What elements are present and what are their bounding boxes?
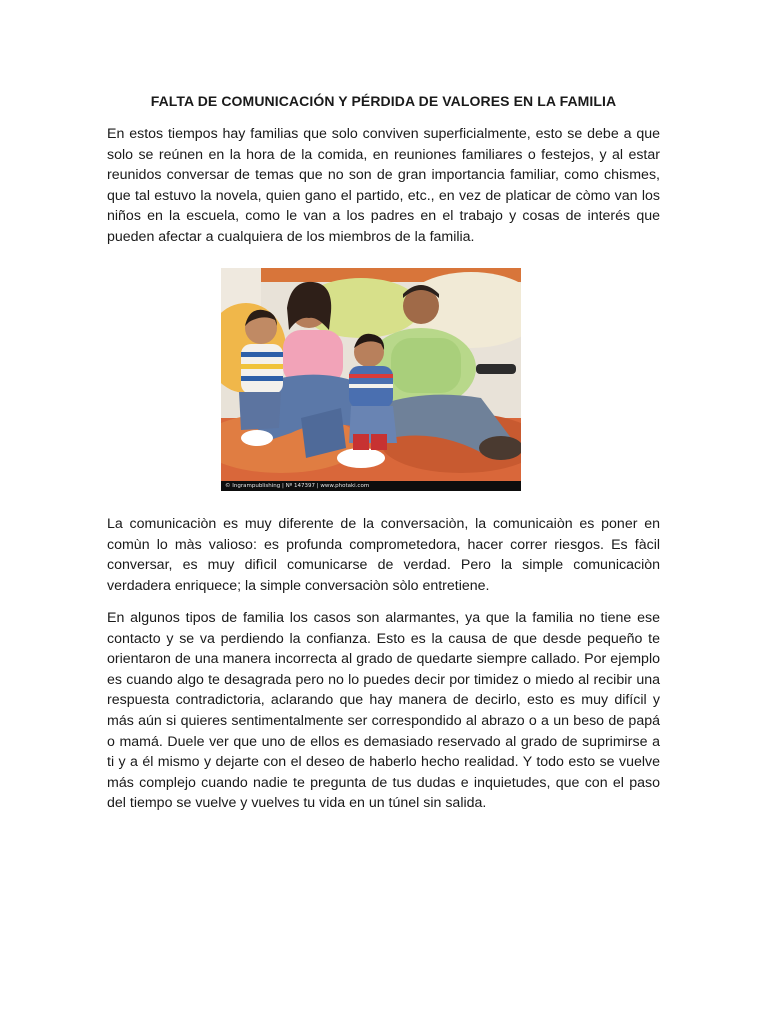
- paragraph-family-cases: En algunos tipos de familia los casos son alarmantes, ya que la familia no tiene ese contacto y se va perdiendo la confianza. Esto es la causa de que desde pequeño te orientaron de una manera incorrecta al grado de quedarte siempre callado. Por ejemplo es cuando algo te desagrada pero no lo puedes decir por timidez o miedo al recibir una respuesta contradictoria, aclarando que hay manera de decirlo, esto es muy difícil y más aún si quieres sentimentalmente ser correspondido al abrazo o a un beso de papá o mamá. Duele ver que uno de ellos es demasiado reservado al grado de suprimirse a ti y a él mismo y dejarte con el deseo de haberlo hecho realidad. Y todo esto se vuelve más complejo cuando nadie te pregunta de tus dudas e inquietudes, que con el paso del tiempo se vuelve y vuelves tu vida en un túnel sin salida.: [107, 610, 660, 812]
- paragraph-communication: La comunicaciòn es muy diferente de la conversaciòn, la comunicaiòn es poner en comùn lo màs valioso: es profunda comprometedora, hacer correr riesgos. Es fàcil conversar, es muy difìcil comunicarse de verdad. Pero la simple comunicaciòn verdadera enriquece; la simple conversaciòn sòlo entretiene.: [107, 516, 660, 594]
- photo-caption: © Ingrampublishing | Nº 147397 | www.photaki.com: [221, 481, 521, 491]
- document-title: FALTA DE COMUNICACIÓN Y PÉRDIDA DE VALORES EN LA FAMILIA: [150, 93, 617, 109]
- family-photo-illustration: [221, 268, 521, 491]
- paragraph-intro: En estos tiempos hay familias que solo conviven superficialmente, esto se debe a que solo se reúnen en la hora de la comida, en reuniones familiares o festejos, y al estar reunidos conversar de temas que no son de gran importancia familiar, como chismes, que tal estuvo la novela, quien gano el partido, etc., en vez de platicar de còmo van los niños en la escuela, como le van a los padres en el trabajo y cosas de interés que pueden afectar a cualquiera de los miembros de la familia.: [107, 126, 660, 245]
- family-photo: [221, 268, 521, 491]
